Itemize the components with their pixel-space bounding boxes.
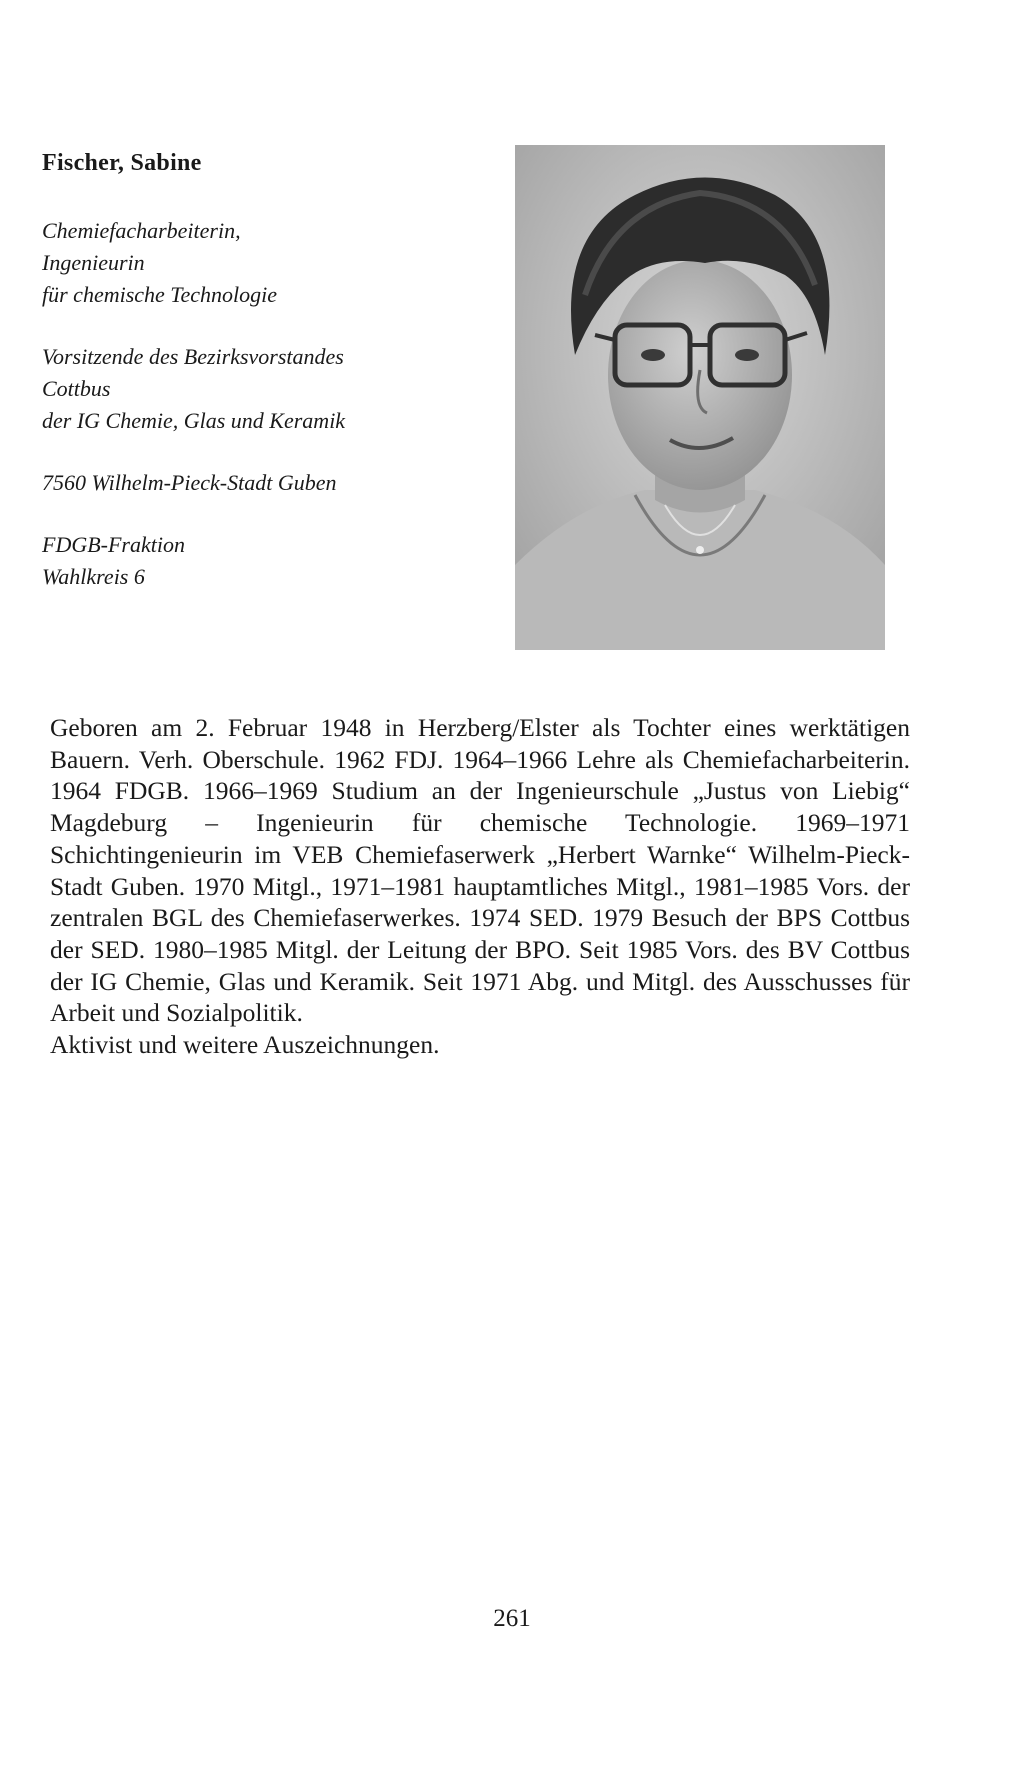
biography-text: Geboren am 2. Februar 1948 in Herzberg/Elster als Tochter eines werktätigen Bauern. Verh. Oberschule. 1962 FDJ. 1964–1966 Lehre als Chemiefacharbeiterin. 1964 FDGB. 1966–1969 Studium an der Ingenieurschule „Justus von Liebig“ Magdeburg – Ingenieurin für chemische Technologie. 1969–1971 Schichtingenieurin im VEB Chemiefaserwerk „Herbert Warnke“ Wilhelm-Pieck-Stadt Guben. 1970 Mitgl., 1971–1981 hauptamtliches Mitgl., 1981–1985 Vors. der zentralen BGL des Chemiefaserwerkes. 1974 SED. 1979 Besuch der BPS Cottbus der SED. 1980–1985 Mitgl. der Leitung der BPO. Seit 1985 Vors. des BV Cottbus der IG Chemie, Glas und Keramik. Seit 1971 Abg. und Mitgl. des Ausschusses für Arbeit und Sozialpolitik. xyxy=(50,713,910,1028)
portrait-photo-icon xyxy=(515,145,885,650)
profession-line: für chemische Technologie xyxy=(42,282,278,307)
address-block xyxy=(42,467,472,499)
person-info xyxy=(42,215,472,623)
profession-line: Chemiefacharbeiterin, xyxy=(42,218,241,243)
position-block xyxy=(42,341,472,437)
constituency-line: Wahlkreis 6 xyxy=(42,564,145,589)
biography xyxy=(50,712,910,1061)
position-line: Cottbus xyxy=(42,376,111,401)
position-line: der IG Chemie, Glas und Keramik xyxy=(42,408,346,433)
portrait-photo xyxy=(515,145,885,650)
awards-text: Aktivist und weitere Auszeichnungen. xyxy=(50,1030,440,1060)
faction-line: FDGB-Fraktion xyxy=(42,532,185,557)
profession-block xyxy=(42,215,472,311)
page-number: 261 xyxy=(493,1605,531,1632)
faction-block xyxy=(42,529,472,593)
profession-line: Ingenieurin xyxy=(42,250,145,275)
person-name: Fischer, Sabine xyxy=(42,150,202,176)
address-line: 7560 Wilhelm-Pieck-Stadt Guben xyxy=(42,470,337,495)
position-line: Vorsitzende des Bezirksvorstandes xyxy=(42,344,344,369)
